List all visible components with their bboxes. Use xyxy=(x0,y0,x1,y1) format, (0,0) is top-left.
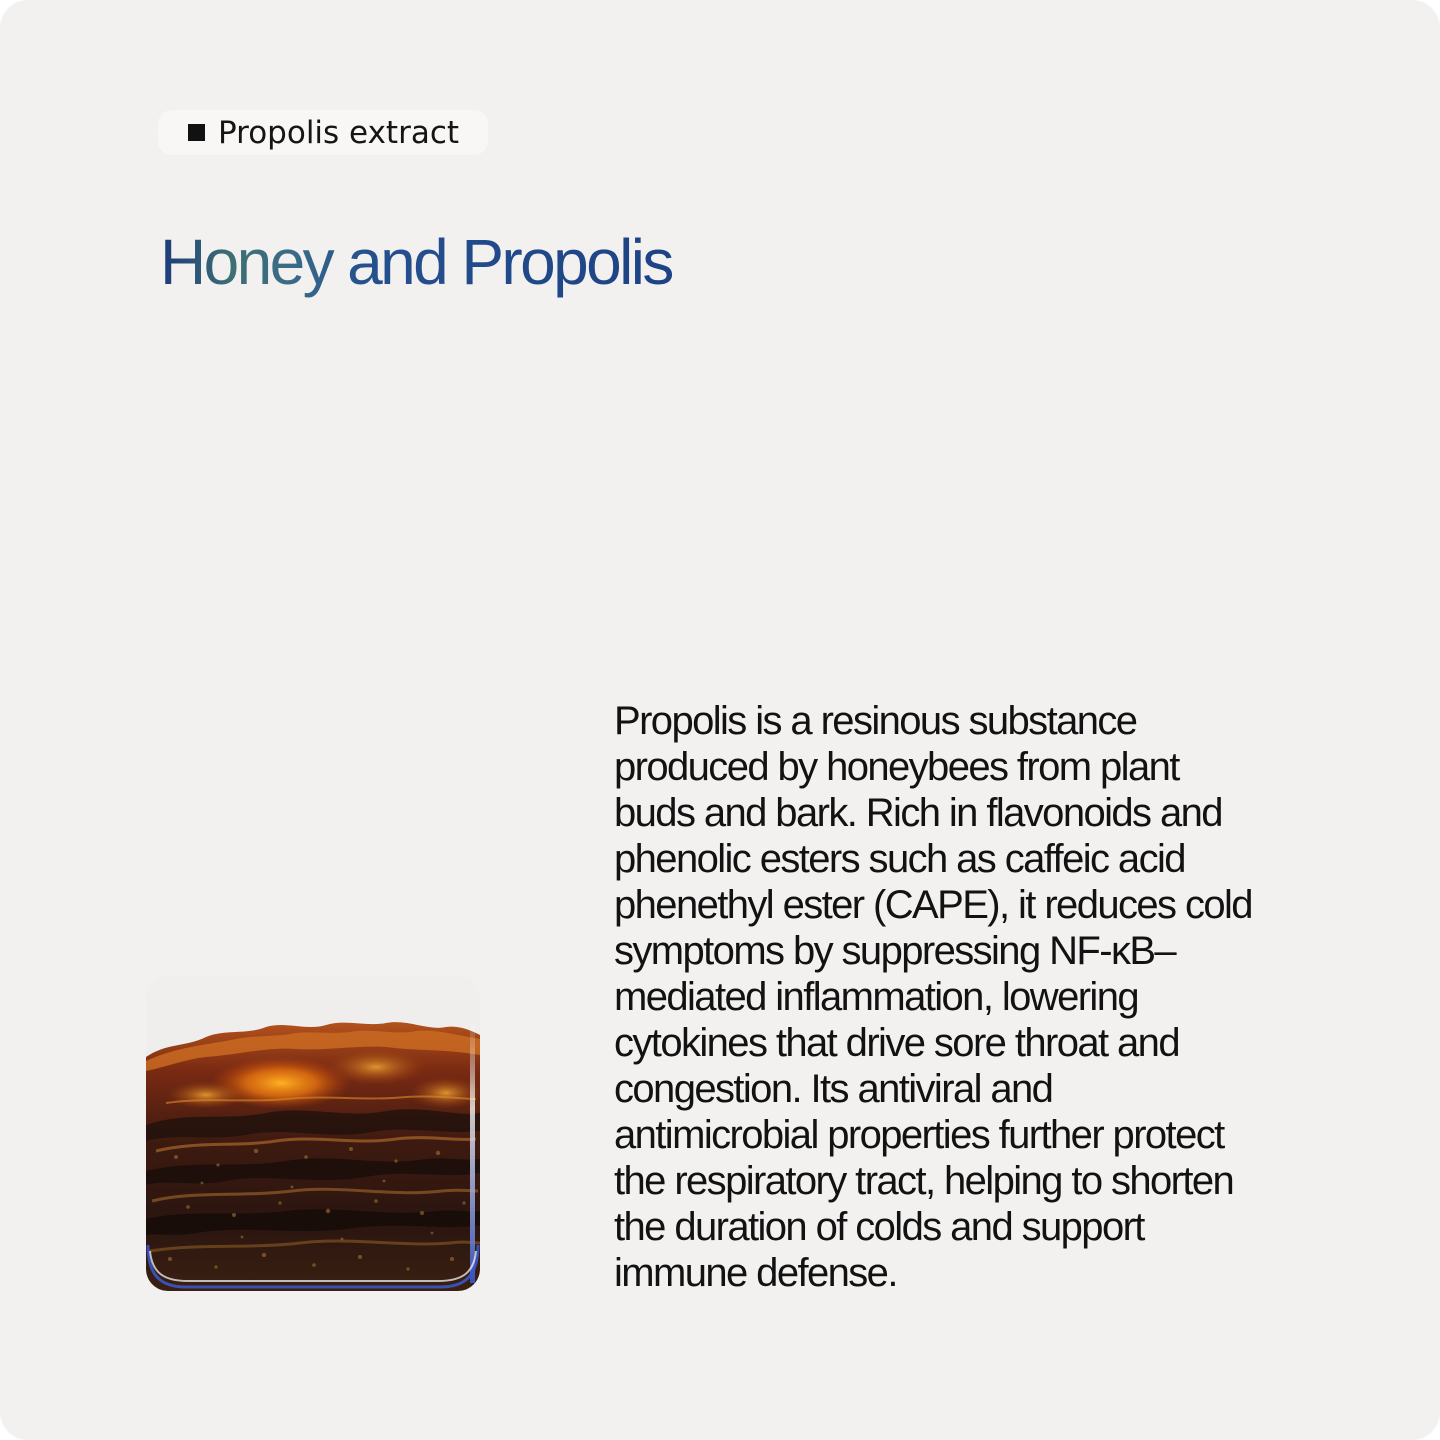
description-line: the respiratory tract, helping to shorten xyxy=(614,1159,1234,1203)
category-tag xyxy=(158,110,488,155)
page-title: Honey and Propolis xyxy=(160,222,672,302)
description-line: produced by honeybees from plant xyxy=(614,745,1179,789)
description-line: phenethyl ester (CAPE), it reduces cold xyxy=(614,883,1252,927)
propolis-image xyxy=(146,975,480,1291)
description-line: mediated inflammation, lowering xyxy=(614,975,1139,1019)
square-bullet-icon xyxy=(188,124,205,141)
description-line: phenolic esters such as caffeic acid xyxy=(614,837,1185,881)
description-line: immune defense. xyxy=(614,1251,897,1295)
description-text xyxy=(614,698,1314,1296)
description-line: the duration of colds and support xyxy=(614,1205,1144,1249)
category-tag-label: Propolis extract xyxy=(218,114,460,151)
description-line: antimicrobial properties further protect xyxy=(614,1113,1224,1157)
description-line: buds and bark. Rich in flavonoids and xyxy=(614,791,1222,835)
description-line: Propolis is a resinous substance xyxy=(614,699,1137,743)
description-line: congestion. Its antiviral and xyxy=(614,1067,1053,1111)
description-line: cytokines that drive sore throat and xyxy=(614,1021,1179,1065)
description-line: symptoms by suppressing NF-κB– xyxy=(614,929,1176,973)
